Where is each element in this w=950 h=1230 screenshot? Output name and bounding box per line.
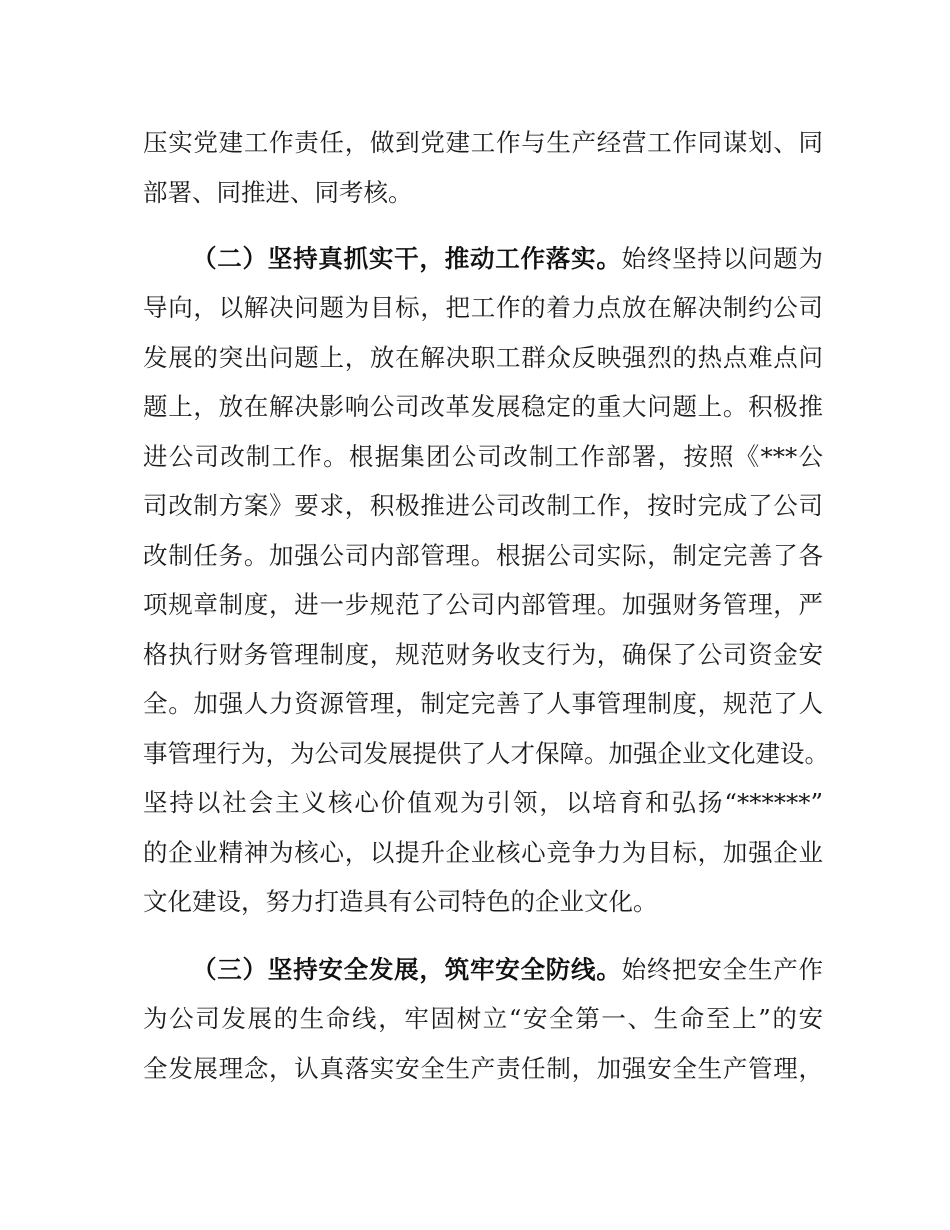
section-first-line (192, 950, 823, 990)
body-text-line: 格执行财务管理制度，规范财务收支行为，确保了公司资金安 (143, 640, 823, 669)
body-text-line: 坚持以社会主义核心价值观为引领，以培育和弘扬“******” (143, 788, 823, 817)
body-text-line: 的企业精神为核心，以提升企业核心竞争力为目标，加强企业 (143, 838, 823, 867)
section-heading: （三）坚持安全发展，筑牢安全防线。 (192, 955, 622, 984)
body-text-line: 司改制方案》要求，积极推进公司改制工作，按时完成了公司 (143, 491, 823, 520)
body-text-line: 部署、同推进、同考核。 (143, 178, 413, 207)
body-text-line: 题上，放在解决影响公司改革发展稳定的重大问题上。积极推 (143, 392, 823, 421)
body-text-line: 事管理行为，为公司发展提供了人才保障。加强企业文化建设。 (143, 739, 829, 768)
body-text: 始终坚持以问题为 (621, 244, 824, 273)
body-text-line: 为公司发展的生命线，牢固树立“安全第一、生命至上”的安 (143, 1004, 823, 1033)
section-first-line (192, 239, 823, 279)
body-text-line: 全。加强人力资源管理，制定完善了人事管理制度，规范了人 (143, 689, 823, 718)
body-text-line: 项规章制度，进一步规范了公司内部管理。加强财务管理，严 (143, 590, 823, 619)
body-text: 始终把安全生产作 (621, 955, 824, 984)
section-heading: （二）坚持真抓实干，推动工作落实。 (192, 244, 622, 273)
body-text-line: 改制任务。加强公司内部管理。根据公司实际，制定完善了各 (143, 541, 823, 570)
body-text-line: 压实党建工作责任，做到党建工作与生产经营工作同谋划、同 (143, 128, 823, 157)
body-text-line: 全发展理念，认真落实安全生产责任制，加强安全生产管理， (143, 1054, 823, 1083)
body-text-line: 进公司改制工作。根据集团公司改制工作部署，按照《***公 (143, 442, 823, 471)
body-text-line: 发展的突出问题上，放在解决职工群众反映强烈的热点难点问 (143, 343, 823, 372)
body-text-line: 文化建设，努力打造具有公司特色的企业文化。 (143, 887, 658, 916)
body-text-line: 导向，以解决问题为目标，把工作的着力点放在解决制约公司 (143, 293, 823, 322)
